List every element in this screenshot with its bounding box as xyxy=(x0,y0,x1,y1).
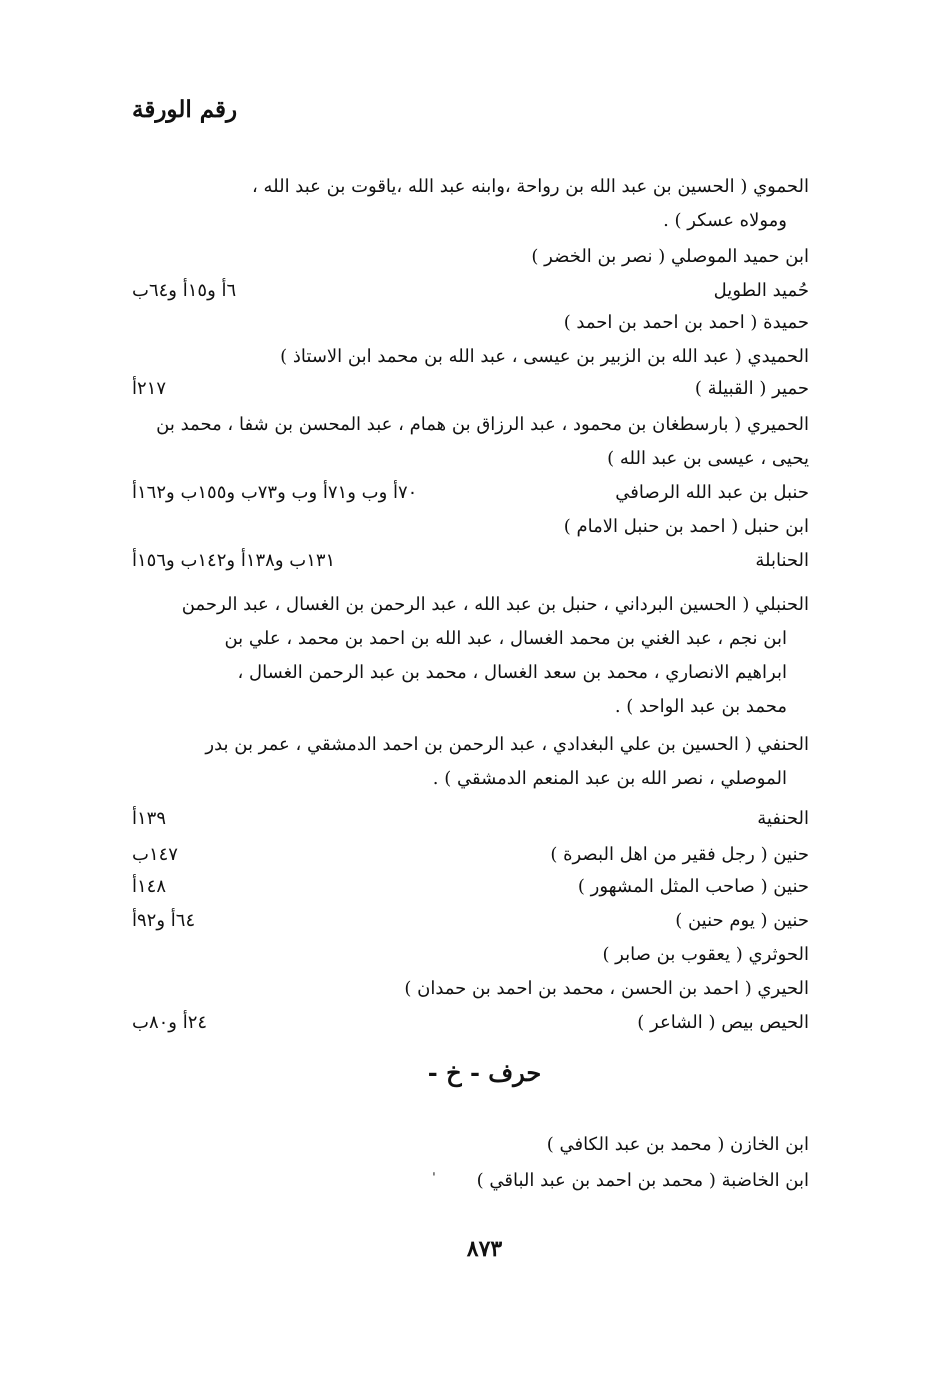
block-continuation-line: ابن نجم ، عبد الغني بن محمد الغسال ، عبد الله بن احمد بن محمد ، علي بن xyxy=(224,628,787,649)
page-number-text: ٨٧٣ xyxy=(466,1236,503,1262)
entry-page-ref: ٦أ و١٥أ و٦٤ب xyxy=(132,280,237,301)
entry-text: حنين ( صاحب المثل المشهور ) xyxy=(577,876,809,897)
ink-speck: ˌ xyxy=(432,1162,436,1178)
index-entry xyxy=(132,904,809,938)
entry-text: الحميري ( بارسطغان بن محمود ، عبد الرزاق بن همام ، عبد المحسن بن شفا ، محمد بن xyxy=(156,414,809,435)
entry-text: يحيى ، عيسى بن عبد الله ) xyxy=(607,448,809,469)
entry-page-ref: ١٤٨أ xyxy=(132,876,167,897)
entry-text: حميدة ( احمد بن احمد بن احمد ) xyxy=(563,312,809,333)
index-entry xyxy=(132,1164,809,1198)
index-entry xyxy=(132,544,809,578)
block-continuation-line: الموصلي ، نصر الله بن عبد المنعم الدمشقي ) . xyxy=(432,768,787,789)
entry-text: حنين ( يوم حنين ) xyxy=(675,910,809,931)
entry-text: ابن الخازن ( محمد بن عبد الكافي ) xyxy=(546,1134,809,1155)
entry-text: الحنابلة xyxy=(755,550,809,571)
entry-page-ref: ٧٠أ وب و٧١أ وب و٧٣ب و١٥٥ب و١٦٢أ xyxy=(132,482,418,503)
entry-text: حمير ( القبيلة ) xyxy=(694,378,809,399)
block-first-line: الحنبلي ( الحسين البرداني ، حنبل بن عبد الله ، عبد الرحمن بن الغسال ، عبد الرحمن xyxy=(181,594,809,615)
index-entry xyxy=(132,1128,809,1162)
entry-text: الحموي ( الحسين بن عبد الله بن رواحة ،وابنه عبد الله ،ياقوت بن عبد الله ، xyxy=(251,176,809,197)
index-entry xyxy=(132,938,809,972)
index-entry xyxy=(132,306,809,340)
index-entry xyxy=(132,340,809,374)
block-continuation-line: محمد بن عبد الواحد ) . xyxy=(614,696,787,717)
entry-text: الحيص بيص ( الشاعر ) xyxy=(637,1012,809,1033)
index-entry xyxy=(132,274,809,308)
entry-page-ref: ١٣١ب و١٣٨أ و١٤٢ب و١٥٦أ xyxy=(132,550,336,571)
index-entry xyxy=(132,170,809,204)
entry-text: حنين ( رجل فقير من اهل البصرة ) xyxy=(550,844,809,865)
entry-page-ref: ١٣٩أ xyxy=(132,808,167,829)
entry-text: ابن الخاضبة ( محمد بن احمد بن عبد الباقي ) xyxy=(476,1170,809,1191)
entry-text: حنبل بن عبد الله الرصافي xyxy=(615,482,809,503)
entry-text: ومولاه عسكر ) . xyxy=(663,210,787,231)
entry-text: الحميدي ( عبد الله بن الزبير بن عيسى ، عبد الله بن محمد ابن الاستاذ ) xyxy=(280,346,809,367)
index-entry xyxy=(132,972,809,1006)
entry-text: ابن حنبل ( احمد بن حنبل الامام ) xyxy=(563,516,809,537)
index-entry-block xyxy=(155,728,809,796)
index-entry-block xyxy=(155,588,809,724)
index-entry xyxy=(132,442,809,476)
index-entry xyxy=(132,870,809,904)
entry-page-ref: ١٤٧ب xyxy=(132,844,178,865)
section-heading-text: حرف - خ - xyxy=(427,1058,542,1087)
index-entry xyxy=(132,802,809,836)
index-entry xyxy=(132,204,809,238)
index-entry xyxy=(132,240,809,274)
index-entry xyxy=(132,510,809,544)
entry-text: الحيري ( احمد بن الحسن ، محمد بن احمد بن حمدان ) xyxy=(404,978,809,999)
page-number xyxy=(0,1236,939,1262)
index-entry xyxy=(132,408,809,442)
index-entry xyxy=(132,476,809,510)
index-entry xyxy=(132,838,809,872)
entry-text: الحوثري ( يعقوب بن صابر ) xyxy=(602,944,809,965)
entry-page-ref: ٦٤أ و٩٢أ xyxy=(132,910,196,931)
index-entry xyxy=(132,372,809,406)
entry-text: ابن حميد الموصلي ( نصر بن الخضر ) xyxy=(531,246,809,267)
entry-text: حُميد الطويل xyxy=(713,280,809,301)
block-continuation-line: ابراهيم الانصاري ، محمد بن سعد الغسال ، محمد بن عبد الرحمن الغسال ، xyxy=(237,662,787,683)
block-first-line: الحنفي ( الحسين بن علي البغدادي ، عبد الرحمن بن احمد الدمشقي ، عمر بن بدر xyxy=(205,734,809,755)
index-entry xyxy=(132,1006,809,1040)
entry-text: الحنفية xyxy=(757,808,809,829)
entry-page-ref: ٢٤أ و٨٠ب xyxy=(132,1012,208,1033)
entry-page-ref: ٢١٧أ xyxy=(132,378,167,399)
section-heading xyxy=(0,1058,939,1087)
page-header: رقم الورقة xyxy=(132,96,238,123)
